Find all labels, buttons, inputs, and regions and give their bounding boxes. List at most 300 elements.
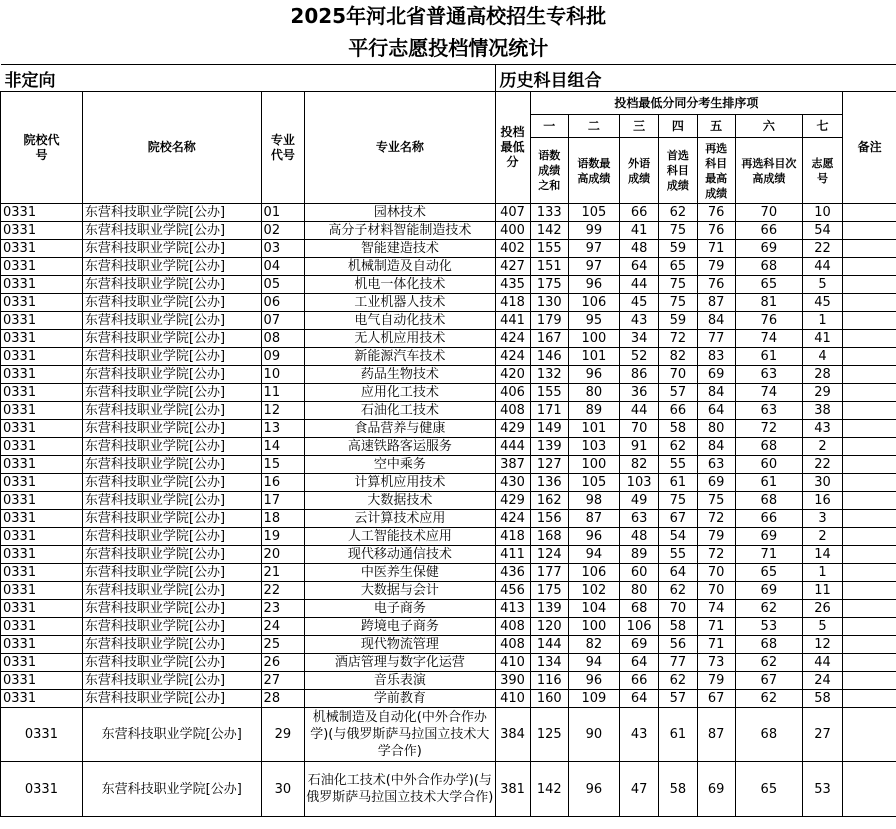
tiebreak-7-cell: 5 <box>802 618 842 636</box>
major-code-cell: 27 <box>261 672 305 690</box>
major-code-cell: 17 <box>261 492 305 510</box>
major-name-cell: 计算机应用技术 <box>305 474 495 492</box>
tiebreak-5-cell: 69 <box>697 762 735 817</box>
min-score-cell: 418 <box>495 294 530 312</box>
tiebreak-7-cell: 28 <box>802 366 842 384</box>
tiebreak-2-cell: 89 <box>568 402 619 420</box>
tiebreak-3-cell: 44 <box>619 402 658 420</box>
school-name-cell: 东营科技职业学院[公办] <box>82 636 261 654</box>
tiebreak-4-cell: 62 <box>659 438 697 456</box>
header-min-score: 投档最低分 <box>495 92 530 204</box>
tiebreak-2-cell: 104 <box>568 600 619 618</box>
category-label: 非定向 <box>1 65 496 92</box>
tiebreak-6-cell: 53 <box>735 618 802 636</box>
tiebreak-6-cell: 71 <box>735 546 802 564</box>
tiebreak-1-cell: 130 <box>530 294 568 312</box>
school-code-cell: 0331 <box>1 690 83 708</box>
tiebreak-num-5: 五 <box>697 115 735 138</box>
tiebreak-3-cell: 82 <box>619 456 658 474</box>
tiebreak-1-cell: 175 <box>530 276 568 294</box>
school-code-cell: 0331 <box>1 492 83 510</box>
major-name-cell: 石油化工技术 <box>305 402 495 420</box>
notes-cell <box>843 672 896 690</box>
min-score-cell: 427 <box>495 258 530 276</box>
header-tiebreak-group: 投档最低分同分考生排序项 <box>530 92 843 115</box>
major-code-cell: 24 <box>261 618 305 636</box>
tiebreak-2-cell: 106 <box>568 294 619 312</box>
min-score-cell: 441 <box>495 312 530 330</box>
tiebreak-3-cell: 49 <box>619 492 658 510</box>
tiebreak-7-cell: 38 <box>802 402 842 420</box>
school-name-cell: 东营科技职业学院[公办] <box>82 456 261 474</box>
tiebreak-2-cell: 100 <box>568 618 619 636</box>
tiebreak-3-cell: 70 <box>619 420 658 438</box>
school-code-cell: 0331 <box>1 618 83 636</box>
notes-cell <box>843 222 896 240</box>
school-code-cell: 0331 <box>1 366 83 384</box>
major-code-cell: 20 <box>261 546 305 564</box>
major-code-cell: 13 <box>261 420 305 438</box>
min-score-cell: 424 <box>495 330 530 348</box>
major-code-cell: 22 <box>261 582 305 600</box>
tiebreak-5-cell: 72 <box>697 546 735 564</box>
school-name-cell: 东营科技职业学院[公办] <box>82 312 261 330</box>
tiebreak-1-cell: 132 <box>530 366 568 384</box>
tiebreak-3-cell: 45 <box>619 294 658 312</box>
school-code-cell: 0331 <box>1 348 83 366</box>
tiebreak-2-cell: 109 <box>568 690 619 708</box>
school-code-cell: 0331 <box>1 258 83 276</box>
min-score-cell: 400 <box>495 222 530 240</box>
tiebreak-3-cell: 47 <box>619 762 658 817</box>
tiebreak-3-cell: 48 <box>619 528 658 546</box>
major-name-cell: 智能建造技术 <box>305 240 495 258</box>
tiebreak-3-cell: 44 <box>619 276 658 294</box>
tiebreak-1-cell: 125 <box>530 708 568 762</box>
tiebreak-6-cell: 67 <box>735 672 802 690</box>
tiebreak-1-cell: 175 <box>530 582 568 600</box>
school-code-cell: 0331 <box>1 294 83 312</box>
major-name-cell: 石油化工技术(中外合作办学)(与俄罗斯萨马拉国立技术大学合作) <box>305 762 495 817</box>
tiebreak-6-cell: 72 <box>735 420 802 438</box>
tiebreak-7-cell: 2 <box>802 438 842 456</box>
tiebreak-1-cell: 177 <box>530 564 568 582</box>
tiebreak-2-cell: 96 <box>568 762 619 817</box>
school-name-cell: 东营科技职业学院[公办] <box>82 582 261 600</box>
notes-cell <box>843 708 896 762</box>
tiebreak-5-cell: 84 <box>697 312 735 330</box>
tiebreak-3-cell: 106 <box>619 618 658 636</box>
major-name-cell: 大数据与会计 <box>305 582 495 600</box>
tiebreak-2-cell: 96 <box>568 672 619 690</box>
tiebreak-2-cell: 106 <box>568 564 619 582</box>
school-name-cell: 东营科技职业学院[公办] <box>82 690 261 708</box>
school-code-cell: 0331 <box>1 402 83 420</box>
tiebreak-6-cell: 74 <box>735 384 802 402</box>
notes-cell <box>843 204 896 222</box>
school-code-cell: 0331 <box>1 762 83 817</box>
major-code-cell: 08 <box>261 330 305 348</box>
tiebreak-5-cell: 69 <box>697 366 735 384</box>
tiebreak-6-cell: 62 <box>735 690 802 708</box>
major-name-cell: 云计算技术应用 <box>305 510 495 528</box>
school-name-cell: 东营科技职业学院[公办] <box>82 762 261 817</box>
notes-cell <box>843 294 896 312</box>
notes-cell <box>843 582 896 600</box>
major-name-cell: 机械制造及自动化 <box>305 258 495 276</box>
tiebreak-6-cell: 69 <box>735 240 802 258</box>
tiebreak-2-cell: 96 <box>568 366 619 384</box>
tiebreak-5-cell: 69 <box>697 474 735 492</box>
tiebreak-3-cell: 48 <box>619 240 658 258</box>
notes-cell <box>843 564 896 582</box>
school-name-cell: 东营科技职业学院[公办] <box>82 294 261 312</box>
major-code-cell: 26 <box>261 654 305 672</box>
tiebreak-2-cell: 101 <box>568 348 619 366</box>
tiebreak-5-cell: 76 <box>697 204 735 222</box>
tiebreak-4-cell: 61 <box>659 474 697 492</box>
tiebreak-5-cell: 71 <box>697 240 735 258</box>
tiebreak-5-cell: 71 <box>697 618 735 636</box>
tiebreak-7-cell: 41 <box>802 330 842 348</box>
table-row <box>1 564 896 582</box>
school-code-cell: 0331 <box>1 312 83 330</box>
notes-cell <box>843 438 896 456</box>
header-major-code: 专业代号 <box>261 92 305 204</box>
tiebreak-7-cell: 24 <box>802 672 842 690</box>
min-score-cell: 435 <box>495 276 530 294</box>
tiebreak-5-cell: 76 <box>697 276 735 294</box>
tiebreak-7-cell: 29 <box>802 384 842 402</box>
school-code-cell: 0331 <box>1 474 83 492</box>
category-row <box>1 65 896 92</box>
tiebreak-2-cell: 97 <box>568 240 619 258</box>
tiebreak-6-cell: 68 <box>735 636 802 654</box>
table-row <box>1 312 896 330</box>
school-code-cell: 0331 <box>1 528 83 546</box>
table-row <box>1 690 896 708</box>
school-name-cell: 东营科技职业学院[公办] <box>82 402 261 420</box>
tiebreak-6-cell: 61 <box>735 474 802 492</box>
tiebreak-6-cell: 70 <box>735 204 802 222</box>
notes-cell <box>843 492 896 510</box>
tiebreak-2-cell: 103 <box>568 438 619 456</box>
tiebreak-3-cell: 66 <box>619 204 658 222</box>
tiebreak-7-cell: 22 <box>802 240 842 258</box>
notes-cell <box>843 312 896 330</box>
tiebreak-4-cell: 57 <box>659 384 697 402</box>
notes-cell <box>843 474 896 492</box>
tiebreak-4-cell: 72 <box>659 330 697 348</box>
table-row <box>1 240 896 258</box>
tiebreak-4-cell: 65 <box>659 258 697 276</box>
tiebreak-3-cell: 64 <box>619 654 658 672</box>
min-score-cell: 429 <box>495 492 530 510</box>
tiebreak-6-cell: 66 <box>735 510 802 528</box>
notes-cell <box>843 762 896 817</box>
school-code-cell: 0331 <box>1 546 83 564</box>
tiebreak-4-cell: 66 <box>659 402 697 420</box>
table-row <box>1 330 896 348</box>
notes-cell <box>843 510 896 528</box>
school-code-cell: 0331 <box>1 330 83 348</box>
tiebreak-4-cell: 62 <box>659 672 697 690</box>
school-name-cell: 东营科技职业学院[公办] <box>82 618 261 636</box>
table-row <box>1 456 896 474</box>
major-code-cell: 09 <box>261 348 305 366</box>
min-score-cell: 407 <box>495 204 530 222</box>
min-score-cell: 429 <box>495 420 530 438</box>
tiebreak-1-cell: 134 <box>530 654 568 672</box>
tiebreak-1-cell: 149 <box>530 420 568 438</box>
tiebreak-7-cell: 2 <box>802 528 842 546</box>
school-name-cell: 东营科技职业学院[公办] <box>82 420 261 438</box>
school-name-cell: 东营科技职业学院[公办] <box>82 222 261 240</box>
school-code-cell: 0331 <box>1 708 83 762</box>
title-row-2 <box>1 32 896 65</box>
major-code-cell: 16 <box>261 474 305 492</box>
tiebreak-1-cell: 155 <box>530 384 568 402</box>
table-row <box>1 438 896 456</box>
tiebreak-7-cell: 54 <box>802 222 842 240</box>
subject-group-label: 历史科目组合 <box>495 65 896 92</box>
tiebreak-4-cell: 59 <box>659 240 697 258</box>
tiebreak-5-cell: 75 <box>697 492 735 510</box>
school-code-cell: 0331 <box>1 654 83 672</box>
tiebreak-5-cell: 70 <box>697 564 735 582</box>
major-name-cell: 酒店管理与数字化运营 <box>305 654 495 672</box>
notes-cell <box>843 330 896 348</box>
tiebreak-1-cell: 133 <box>530 204 568 222</box>
tiebreak-7-cell: 44 <box>802 654 842 672</box>
notes-cell <box>843 690 896 708</box>
min-score-cell: 456 <box>495 582 530 600</box>
tiebreak-7-cell: 45 <box>802 294 842 312</box>
tiebreak-3-cell: 34 <box>619 330 658 348</box>
tiebreak-4-cell: 70 <box>659 366 697 384</box>
tiebreak-7-cell: 4 <box>802 348 842 366</box>
tiebreak-1-cell: 160 <box>530 690 568 708</box>
min-score-cell: 406 <box>495 384 530 402</box>
min-score-cell: 444 <box>495 438 530 456</box>
tiebreak-7-cell: 5 <box>802 276 842 294</box>
min-score-cell: 390 <box>495 672 530 690</box>
notes-cell <box>843 600 896 618</box>
tiebreak-num-6: 六 <box>735 115 802 138</box>
major-name-cell: 中医养生保健 <box>305 564 495 582</box>
tiebreak-2-cell: 100 <box>568 456 619 474</box>
tiebreak-2-cell: 90 <box>568 708 619 762</box>
major-code-cell: 15 <box>261 456 305 474</box>
tiebreak-5-cell: 84 <box>697 384 735 402</box>
tiebreak-6-cell: 65 <box>735 762 802 817</box>
tiebreak-7-cell: 58 <box>802 690 842 708</box>
tiebreak-4-cell: 75 <box>659 492 697 510</box>
major-name-cell: 跨境电子商务 <box>305 618 495 636</box>
tiebreak-1-cell: 144 <box>530 636 568 654</box>
school-name-cell: 东营科技职业学院[公办] <box>82 384 261 402</box>
tiebreak-5-cell: 70 <box>697 582 735 600</box>
page-subtitle: 平行志愿投档情况统计 <box>348 36 549 60</box>
table-body <box>1 204 896 817</box>
notes-cell <box>843 420 896 438</box>
school-name-cell: 东营科技职业学院[公办] <box>82 240 261 258</box>
tiebreak-1-cell: 142 <box>530 762 568 817</box>
school-name-cell: 东营科技职业学院[公办] <box>82 438 261 456</box>
tiebreak-4-cell: 75 <box>659 276 697 294</box>
major-code-cell: 29 <box>261 708 305 762</box>
table-row <box>1 420 896 438</box>
major-name-cell: 机电一体化技术 <box>305 276 495 294</box>
notes-cell <box>843 276 896 294</box>
major-name-cell: 空中乘务 <box>305 456 495 474</box>
tiebreak-2-cell: 105 <box>568 474 619 492</box>
school-name-cell: 东营科技职业学院[公办] <box>82 330 261 348</box>
major-name-cell: 高分子材料智能制造技术 <box>305 222 495 240</box>
tiebreak-2-cell: 95 <box>568 312 619 330</box>
school-name-cell: 东营科技职业学院[公办] <box>82 348 261 366</box>
tiebreak-6-cell: 63 <box>735 366 802 384</box>
major-name-cell: 应用化工技术 <box>305 384 495 402</box>
tiebreak-2-cell: 100 <box>568 330 619 348</box>
tiebreak-6-cell: 61 <box>735 348 802 366</box>
tiebreak-5-cell: 87 <box>697 708 735 762</box>
tiebreak-7-cell: 26 <box>802 600 842 618</box>
major-code-cell: 21 <box>261 564 305 582</box>
school-code-cell: 0331 <box>1 240 83 258</box>
notes-cell <box>843 240 896 258</box>
notes-cell <box>843 618 896 636</box>
major-name-cell: 园林技术 <box>305 204 495 222</box>
major-name-cell: 现代物流管理 <box>305 636 495 654</box>
tiebreak-num-1: 一 <box>530 115 568 138</box>
table-row <box>1 600 896 618</box>
header-school-name: 院校名称 <box>82 92 261 204</box>
tiebreak-4-cell: 64 <box>659 564 697 582</box>
tiebreak-4-cell: 58 <box>659 420 697 438</box>
tiebreak-6-cell: 68 <box>735 492 802 510</box>
notes-cell <box>843 348 896 366</box>
tiebreak-6-cell: 68 <box>735 708 802 762</box>
tiebreak-6-cell: 81 <box>735 294 802 312</box>
major-code-cell: 11 <box>261 384 305 402</box>
tiebreak-4-cell: 56 <box>659 636 697 654</box>
min-score-cell: 420 <box>495 366 530 384</box>
school-code-cell: 0331 <box>1 600 83 618</box>
tiebreak-1-cell: 156 <box>530 510 568 528</box>
school-name-cell: 东营科技职业学院[公办] <box>82 258 261 276</box>
school-code-cell: 0331 <box>1 438 83 456</box>
tiebreak-4-cell: 70 <box>659 600 697 618</box>
major-name-cell: 机械制造及自动化(中外合作办学)(与俄罗斯萨马拉国立技术大学合作) <box>305 708 495 762</box>
tiebreak-2-cell: 96 <box>568 276 619 294</box>
tiebreak-2-cell: 94 <box>568 546 619 564</box>
major-name-cell: 电子商务 <box>305 600 495 618</box>
tiebreak-label-5: 再选科目最高成绩 <box>697 138 735 204</box>
tiebreak-5-cell: 79 <box>697 528 735 546</box>
school-code-cell: 0331 <box>1 636 83 654</box>
notes-cell <box>843 546 896 564</box>
tiebreak-7-cell: 3 <box>802 510 842 528</box>
tiebreak-2-cell: 87 <box>568 510 619 528</box>
tiebreak-3-cell: 52 <box>619 348 658 366</box>
school-code-cell: 0331 <box>1 564 83 582</box>
tiebreak-6-cell: 62 <box>735 600 802 618</box>
tiebreak-1-cell: 127 <box>530 456 568 474</box>
tiebreak-7-cell: 1 <box>802 564 842 582</box>
tiebreak-3-cell: 64 <box>619 690 658 708</box>
tiebreak-4-cell: 54 <box>659 528 697 546</box>
tiebreak-5-cell: 77 <box>697 330 735 348</box>
tiebreak-3-cell: 66 <box>619 672 658 690</box>
tiebreak-3-cell: 68 <box>619 600 658 618</box>
school-name-cell: 东营科技职业学院[公办] <box>82 204 261 222</box>
tiebreak-3-cell: 69 <box>619 636 658 654</box>
table-row <box>1 510 896 528</box>
tiebreak-1-cell: 116 <box>530 672 568 690</box>
tiebreak-4-cell: 55 <box>659 456 697 474</box>
tiebreak-6-cell: 69 <box>735 528 802 546</box>
tiebreak-2-cell: 102 <box>568 582 619 600</box>
tiebreak-4-cell: 57 <box>659 690 697 708</box>
tiebreak-label-6: 再选科目次高成绩 <box>735 138 802 204</box>
tiebreak-4-cell: 75 <box>659 222 697 240</box>
tiebreak-5-cell: 79 <box>697 258 735 276</box>
table-row <box>1 546 896 564</box>
table-row <box>1 672 896 690</box>
major-name-cell: 现代移动通信技术 <box>305 546 495 564</box>
school-code-cell: 0331 <box>1 582 83 600</box>
major-code-cell: 12 <box>261 402 305 420</box>
tiebreak-1-cell: 167 <box>530 330 568 348</box>
tiebreak-5-cell: 76 <box>697 222 735 240</box>
school-name-cell: 东营科技职业学院[公办] <box>82 600 261 618</box>
tiebreak-7-cell: 53 <box>802 762 842 817</box>
notes-cell <box>843 258 896 276</box>
table-row <box>1 654 896 672</box>
major-code-cell: 14 <box>261 438 305 456</box>
major-name-cell: 高速铁路客运服务 <box>305 438 495 456</box>
tiebreak-4-cell: 55 <box>659 546 697 564</box>
major-name-cell: 新能源汽车技术 <box>305 348 495 366</box>
major-code-cell: 28 <box>261 690 305 708</box>
notes-cell <box>843 654 896 672</box>
tiebreak-1-cell: 155 <box>530 240 568 258</box>
tiebreak-5-cell: 87 <box>697 294 735 312</box>
min-score-cell: 418 <box>495 528 530 546</box>
tiebreak-4-cell: 58 <box>659 762 697 817</box>
tiebreak-4-cell: 75 <box>659 294 697 312</box>
school-name-cell: 东营科技职业学院[公办] <box>82 708 261 762</box>
tiebreak-num-2: 二 <box>568 115 619 138</box>
tiebreak-2-cell: 98 <box>568 492 619 510</box>
page-title: 2025年河北省普通高校招生专科批 <box>290 4 607 28</box>
table-row <box>1 582 896 600</box>
tiebreak-7-cell: 11 <box>802 582 842 600</box>
tiebreak-3-cell: 64 <box>619 258 658 276</box>
tiebreak-6-cell: 62 <box>735 654 802 672</box>
tiebreak-4-cell: 77 <box>659 654 697 672</box>
tiebreak-6-cell: 60 <box>735 456 802 474</box>
school-code-cell: 0331 <box>1 276 83 294</box>
tiebreak-6-cell: 65 <box>735 276 802 294</box>
school-code-cell: 0331 <box>1 510 83 528</box>
major-name-cell: 电气自动化技术 <box>305 312 495 330</box>
table-row <box>1 762 896 817</box>
table-row <box>1 204 896 222</box>
notes-cell <box>843 456 896 474</box>
header-notes: 备注 <box>843 92 896 204</box>
